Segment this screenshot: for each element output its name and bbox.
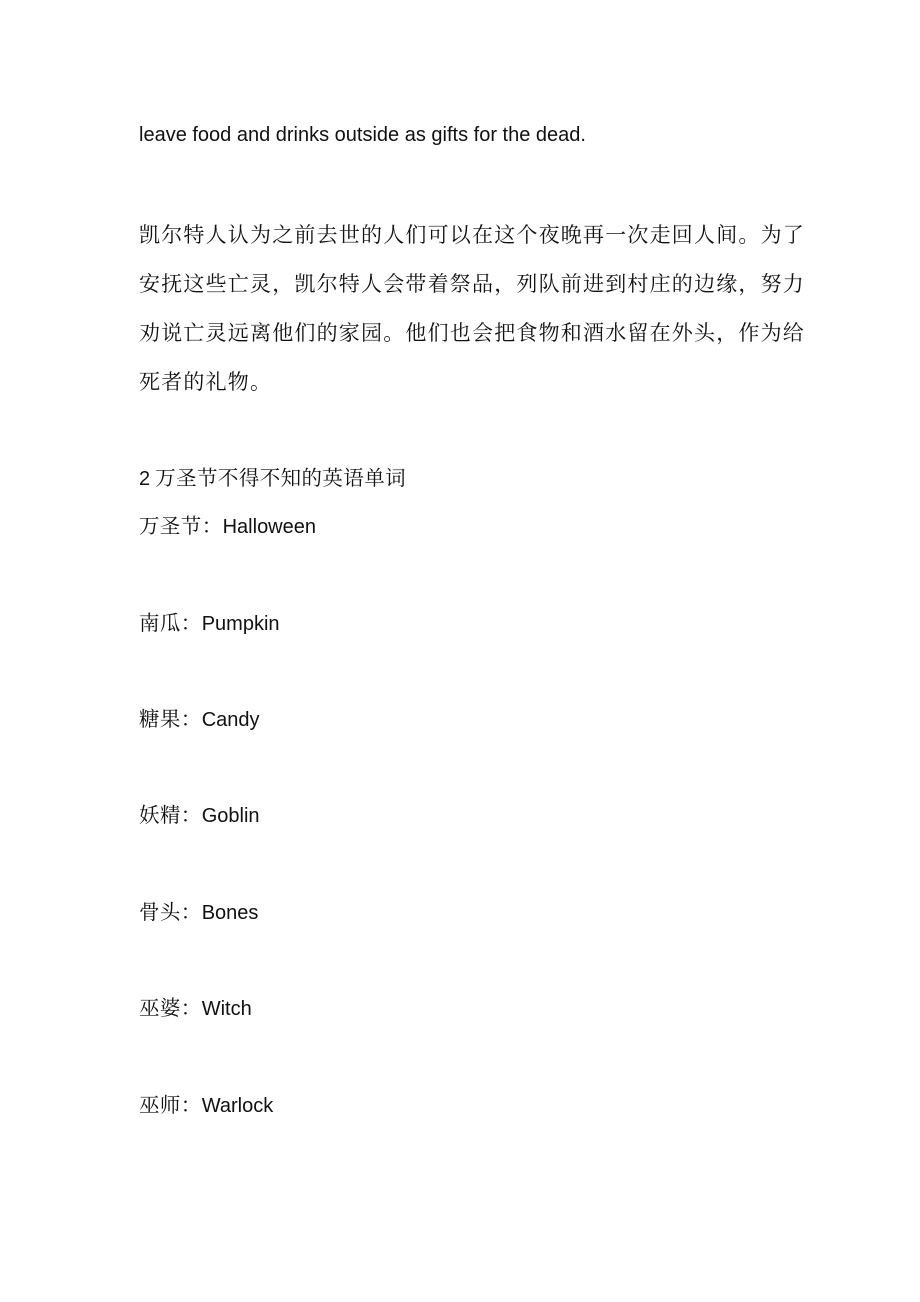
- vocab-chinese: 南瓜：: [139, 611, 202, 635]
- vocab-english: Bones: [201, 902, 259, 924]
- vocab-english: Goblin: [201, 805, 260, 827]
- vocab-item: [139, 991, 252, 1021]
- vocab-chinese: 巫师：: [139, 1093, 202, 1117]
- vocab-english: Candy: [201, 709, 260, 731]
- section-heading-text: 万圣节不得不知的英语单词: [155, 466, 407, 490]
- vocab-item: [139, 1088, 273, 1118]
- vocab-chinese: 巫婆：: [139, 996, 202, 1020]
- english-text-line: leave food and drinks outside as gifts for the dead.: [139, 124, 586, 146]
- chinese-paragraph-line-3: 劝说亡灵远离他们的家园。他们也会把食物和酒水留在外头，作为给: [139, 321, 805, 345]
- vocab-item: [139, 798, 260, 828]
- vocab-item: [139, 606, 280, 636]
- vocab-chinese: 骨头：: [139, 900, 202, 924]
- vocab-item: [139, 702, 260, 732]
- chinese-paragraph-line-4: 死者的礼物。: [139, 370, 273, 394]
- vocab-english: Warlock: [201, 1095, 274, 1117]
- chinese-paragraph-line-2: 安抚这些亡灵，凯尔特人会带着祭品，列队前进到村庄的边缘，努力: [139, 272, 805, 296]
- vocab-english: Pumpkin: [201, 613, 280, 635]
- vocab-english: Witch: [201, 998, 252, 1020]
- vocab-chinese: 妖精：: [139, 803, 202, 827]
- section-number: 2: [139, 468, 151, 490]
- vocab-english: Halloween: [222, 516, 316, 538]
- vocab-chinese: 万圣节：: [139, 514, 223, 538]
- chinese-paragraph-line-1: 凯尔特人认为之前去世的人们可以在这个夜晚再一次走回人间。为了: [139, 223, 805, 247]
- section-heading: [139, 461, 406, 491]
- vocab-chinese: 糖果：: [139, 707, 202, 731]
- vocab-item: [139, 509, 316, 539]
- vocab-item: [139, 895, 258, 925]
